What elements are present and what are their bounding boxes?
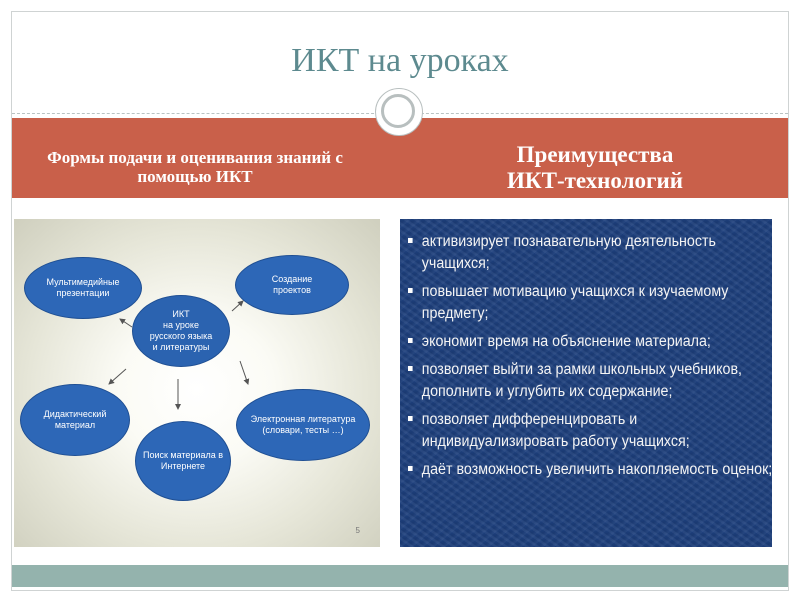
node-presentations [24, 257, 142, 319]
advantages-panel [400, 219, 772, 547]
node-elib-label: Электронная литература (словари, тесты …) [250, 414, 356, 435]
right-heading-line2: ИКТ-технологий [507, 168, 683, 193]
node-search [135, 421, 231, 501]
node-didactic-label: Дидактический материал [43, 409, 107, 430]
advantage-item: даёт возможность увеличить накопляемость оценок; [408, 459, 772, 481]
right-column-heading [430, 142, 760, 194]
node-center-label: ИКТ на уроке русского языка и литературы [149, 309, 213, 352]
advantage-item: экономит время на объяснение материала; [408, 331, 772, 353]
ring-ornament-icon [375, 88, 423, 136]
slide-title: ИКТ на уроках [291, 42, 509, 79]
advantage-item: активизирует познавательную деятельность учащихся; [408, 231, 772, 275]
node-didactic [20, 384, 130, 456]
arrow-to-projects [232, 301, 243, 311]
node-projects-label: Создание проектов [271, 274, 313, 295]
node-elib [236, 389, 370, 461]
arrow-to-presentations [120, 319, 132, 327]
advantages-list [400, 219, 772, 481]
ict-diagram [14, 219, 380, 547]
arrow-to-elib [240, 361, 248, 384]
right-heading-line1: Преимущества [516, 142, 674, 167]
advantage-item: позволяет выйти за рамки школьных учебников, дополнить и углубить их содержание; [408, 359, 772, 403]
arrow-to-didactic [109, 369, 126, 384]
node-presentations-label: Мультимедийные презентации [46, 277, 120, 298]
node-center [132, 295, 230, 367]
footer-band [12, 565, 788, 587]
left-column-heading: Формы подачи и оценивания знаний с помощью ИКТ [47, 148, 343, 186]
diagram-slide-number: 5 [355, 526, 360, 535]
node-projects [235, 255, 349, 315]
node-search-label: Поиск материала в Интернете [142, 450, 224, 471]
advantage-item: позволяет дифференцировать и индивидуализировать работу учащихся; [408, 409, 772, 453]
advantage-item: повышает мотивацию учащихся к изучаемому предмету; [408, 281, 772, 325]
